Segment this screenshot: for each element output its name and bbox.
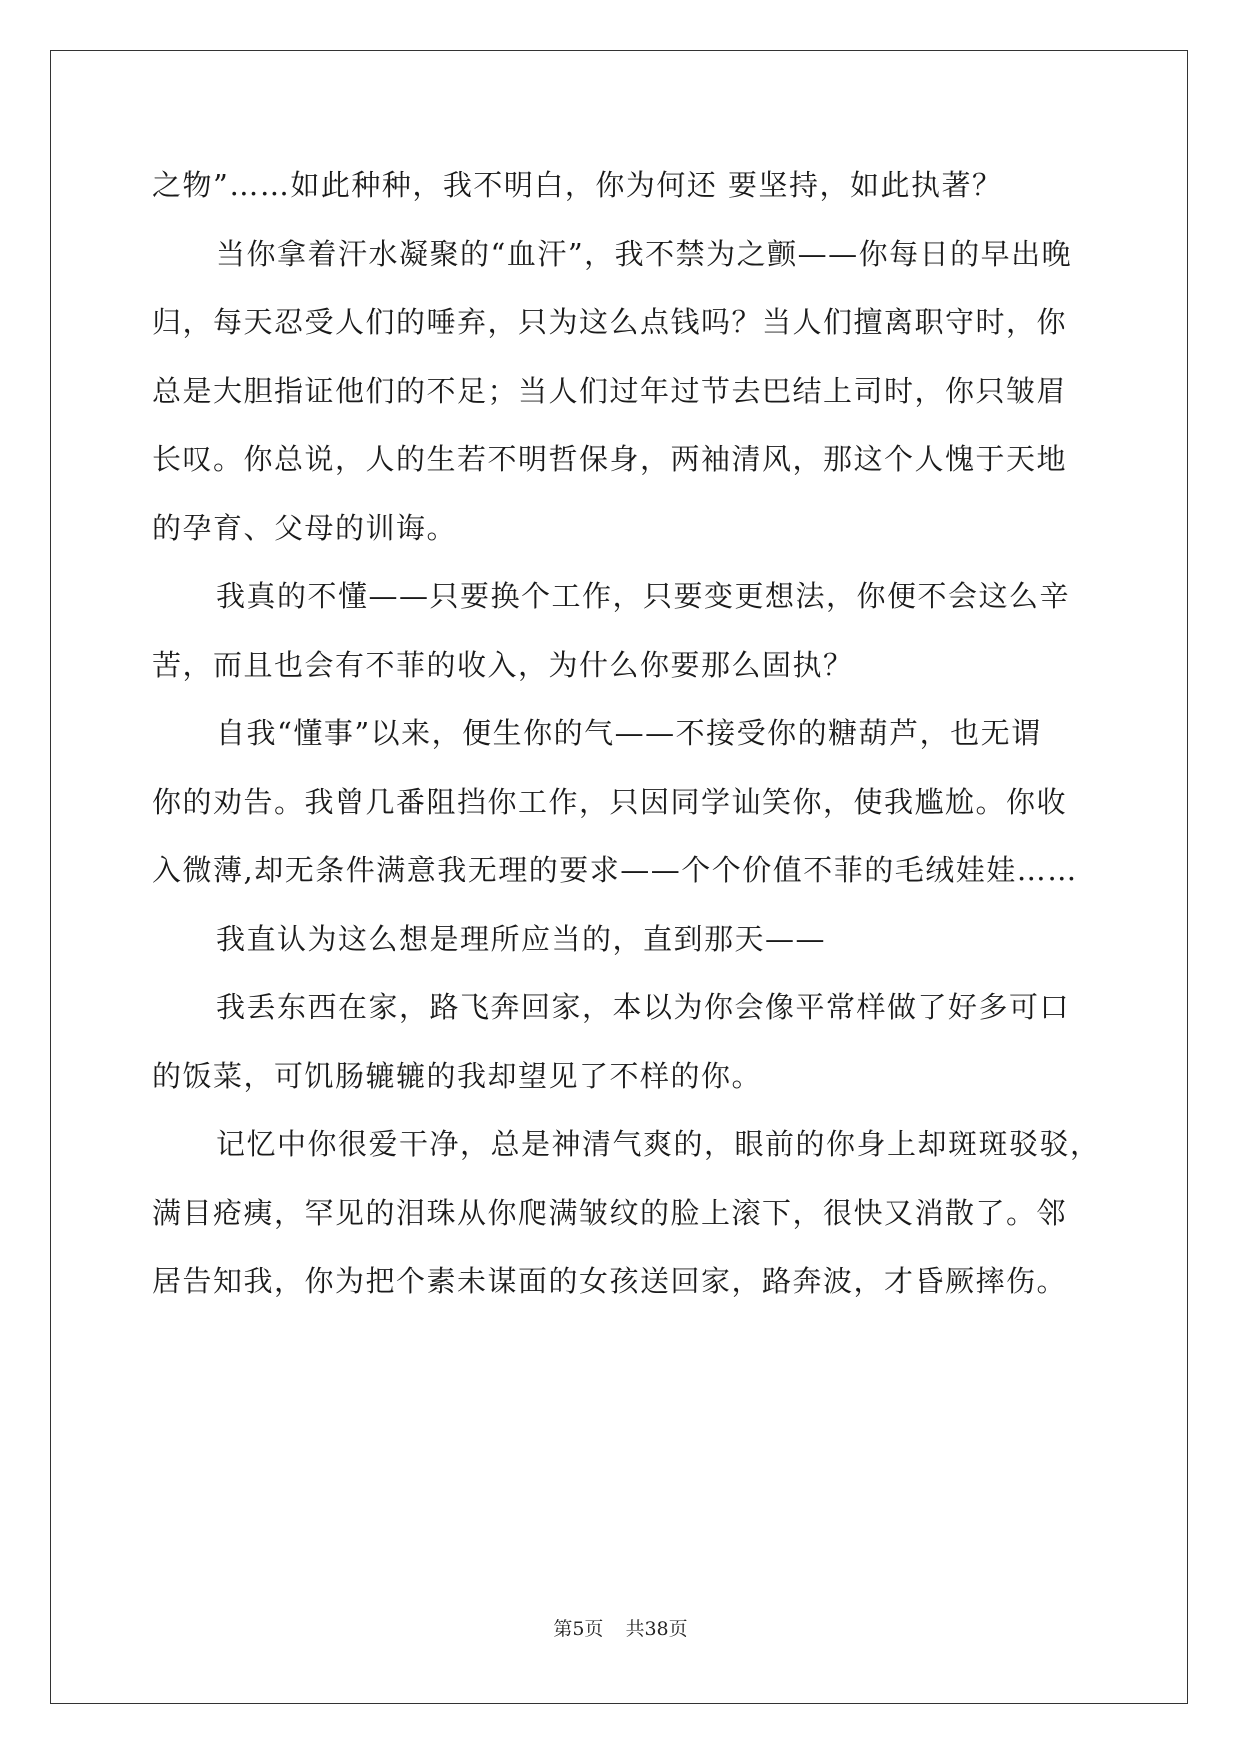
text-line: 长叹。你总说，人的生若不明哲保身，两袖清风，那这个人愧于天地: [152, 442, 1068, 476]
text-line: 归，每天忍受人们的唾弃，只为这么点钱吗？当人们擅离职守时，你: [152, 305, 1068, 339]
paragraph-start-line: 我丢东西在家，路飞奔回家，本以为你会像平常样做了好多可口: [216, 990, 1071, 1024]
page-total: 共38页: [625, 1618, 688, 1640]
text-line: 之物”……如此种种，我不明白，你为何还 要坚持，如此执著？: [152, 168, 1003, 202]
page-footer: [0, 1614, 1241, 1641]
text-line: 满目疮痍，罕见的泪珠从你爬满皱纹的脸上滚下，很快又消散了。邻: [152, 1196, 1068, 1230]
paragraph-start-line: 记忆中你很爱干净，总是神清气爽的，眼前的你身上却斑斑驳驳，: [216, 1127, 1101, 1161]
paragraph-start-line: 我直认为这么想是理所应当的，直到那天——: [216, 922, 827, 956]
paragraph-start-line: 自我“懂事”以来，便生你的气——不接受你的糖葫芦，也无谓: [216, 716, 1042, 750]
text-line: 总是大胆指证他们的不足；当人们过年过节去巴结上司时，你只皱眉: [152, 374, 1068, 408]
text-line: 你的劝告。我曾几番阻挡你工作，只因同学讪笑你，使我尴尬。你收: [152, 785, 1068, 819]
text-line: 的孕育、父母的训诲。: [152, 511, 458, 545]
text-line: 苦，而且也会有不菲的收入，为什么你要那么固执？: [152, 648, 854, 682]
paragraph-start-line: 当你拿着汗水凝聚的“血汗”，我不禁为之颤——你每日的早出晚: [216, 237, 1073, 271]
page-number: 第5页: [553, 1618, 604, 1640]
text-line: 入微薄,却无条件满意我无理的要求——个个价值不菲的毛绒娃娃……: [152, 853, 1078, 887]
text-line: 的饭菜，可饥肠辘辘的我却望见了不样的你。: [152, 1059, 763, 1093]
paragraph-start-line: 我真的不懂——只要换个工作，只要变更想法，你便不会这么辛: [216, 579, 1071, 613]
text-line: 居告知我，你为把个素未谋面的女孩送回家，路奔波，才昏厥摔伤。: [152, 1264, 1068, 1298]
